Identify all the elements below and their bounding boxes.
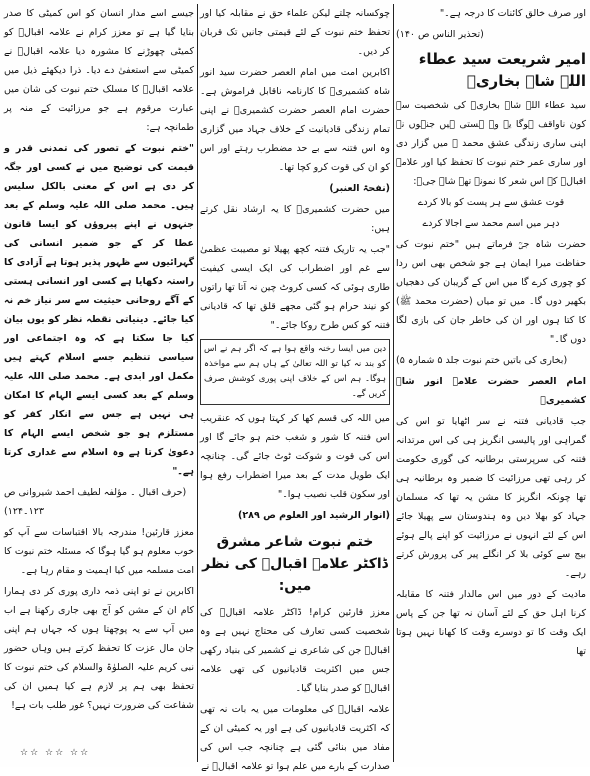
citation: (بخاری کی باتیں ختم نبوت جلد ۵ شمارہ ۵): [396, 355, 568, 366]
paragraph: مادیت کے دور میں اس مالدار فتنہ کا مقابلہ کرنا اہل حق کے لئے آسان نہ تھا جن کے پاس ایک وقت کا تو دوسرے وقت کا کھانا نہیں ہوتا تھا: [396, 589, 586, 657]
paragraph: سید عطاء اللہ شاہ بخاریؒ کی شخصیت سے کون ناواقف ہوگا یہ وہ ہستی ہیں جنہوں نے اپنی ساری زندگی عشق محمد ﷺ میں گزار دی اور ساری عمر ختم نبوت کا تحفظ کیا اور علامہ اقبالؒ کے اس شعر کا نمونہ تھے شاہ جیؒ:: [396, 100, 586, 187]
paragraph: جب قادیانی فتنہ نے سر اٹھایا تو اس کی گمراہی اور پالیسی انگریز ہی کی اس مرتدانہ فتنہ کی سرپرستی برطانیہ کی گوری حکومت کر رہی تھی مرزائیت کا ضمیر وہ برطانیہ ہی تھا چونکہ انگریز کا مشن یہ تھا کہ مسلمان جہاد کو بھلا دیں وہ ہندوستان سے پھیلا جائے اس کے لئے انہوں نے مرزائیت کو اپنے پالے ہوئے بیج سے کوئی بلا کر انگلے پیر کی پرورش کرتے رہے۔: [396, 416, 586, 579]
paragraph: جیسے اسے مدار انسان کو اس کمیٹی کا صدر بنایا گیا ہے تو معزز کرام نے علامہ اقبالؒ کو کمیٹی چھوڑنے کا مشورہ دیا علامہ اقبالؒ نے کمیٹی سے استعفیٰ دے دیا۔ ذرا دیکھئے ذیل میں علامہ اقبالؒ کا مسلک ختم نبوت کی شان میں عبارت مرقوم ہے جو مرزائیت کے منہ پر طمانچہ ہے:: [4, 8, 194, 133]
citation: (نفحۃ العنبر): [329, 183, 390, 194]
subheading: امام العصر حضرت علامہ انور شاہ کشمیریؒ: [396, 376, 586, 406]
verse-line: قوت عشق سے ہر پست کو بالا کردے: [417, 197, 565, 208]
quotation: "ختم نبوت کے تصور کی تمدنی قدر و قیمت کی توضیح میں نے کسی اور جگہ کر دی ہے اس کے معنی بالکل سلیس ہیں۔ محمد صلی اللہ علیہ وسلم کے بعد جنہوں نے اپنے پیروؤں کو ایسا قانون عطا کر کے جو ضمیر انسانی کی گہرائیوں سے ظہور پذیر ہوتا ہے آزادی کا راستہ دکھایا ہے کسی اور انسانی ہستی کے آگے روحانی حیثیت سے سر نیاز خم نہ کیا جائے۔ دینیاتی نقطہ نظر کو یوں بیان کیا جا سکتا ہے کہ وہ اجتماعی اور سیاسی تنظیم جسے اسلام کہتے ہیں مکمل اور ابدی ہے۔ محمد صلی اللہ علیہ وسلم کے بعد کسی ایسے الہام کا امکان ہی نہیں ہے جس سے انکار کفر کو مستلزم ہو جو شخص ایسے الہام کا دعویٰ کرتا ہے وہ اسلام سے غداری کرتا ہے۔": [4, 143, 194, 477]
paragraph: حضرت شاہ جیؒ فرماتے ہیں "ختم نبوت کی حفاظت میرا ایمان ہے جو شخص بھی اس ردا کو چوری کرے گا میں اس کے گریبان کی دھجیاں بکھیر دوں گا۔ میں تو میاں (حضرت محمد ﷺ) کا کتا ہوں اور ان کی خاطر جان کی بازی لگا دوں گا۔": [396, 239, 586, 345]
boxed-quotation: دین میں ایسا رخنہ واقع ہوا ہے کہ اگر ہم نے اس کو بند نہ کیا تو اللہ تعالیٰ کے ہاں ہم سے مواخذہ ہوگا۔ ہم اس کے خلاف اپنی پوری کوشش صرف کریں گے۔: [200, 339, 390, 405]
paragraph: معزز قارئین کرام! ڈاکٹر علامہ اقبالؒ کی شخصیت کسی تعارف کی محتاج نہیں ہے وہ اقبالؒ جن کی شاعری نے کشمیر کی بنیاد رکھی جس میں اکثریت قادیانیوں کی تھی علامہ اقبالؒ کو صدر بنایا گیا۔: [200, 607, 390, 694]
paragraph: چوکسانہ چلتے لیکن علماء حق نے مقابلہ کیا اور تحفظ ختم نبوت کے لئے قیمتی جانیں تک قربان کر دیں۔: [200, 8, 390, 57]
paragraph: میں حضرت کشمیریؒ کا یہ ارشاد نقل کرتے ہیں:: [200, 204, 390, 234]
paragraph: معزز قارئین! مندرجہ بالا اقتباسات سے آپ کو خوب معلوم ہو گیا ہوگا کہ مسئلہ ختم نبوت کا امت مسلمہ میں کیا اہمیت و مقام رہا ہے۔: [4, 527, 194, 576]
paragraph: اکابرین امت میں امام العصر حضرت سید انور شاہ کشمیریؒ کا کارنامہ ناقابل فراموش ہے۔ حضرت امام العصر حضرت کشمیریؒ نے اپنی تمام زندگی قادیانیت کے خلاف جہاد میں گزاری وہ اس فتنہ سے بے حد مضطرب رہتے اور اس کو ان کی قوت کرو کچا تھا۔: [200, 67, 390, 173]
paragraph: اکابرین نے تو اپنی ذمہ داری پوری کر دی ہمارا کام ان کے مشن کو آج بھی جاری رکھنا ہے اب میں آپ سے یہ پوچھتا ہوں کہ جہاں ہم اپنی جان مال عزت کا تحفظ کرتے ہیں وہاں حضور نبی کریم علیہ الصلوٰۃ والسلام کی ختم نبوت کا تحفظ بھی ہم پر لازم ہے کیا ہمیں ان کی شفاعت کی ضرورت نہیں؟ غور طلب بات ہے!: [4, 586, 194, 711]
quotation: "جب یہ تاریک فتنہ کچھ پھیلا تو مصیبت عظمیٰ سے غم اور اضطراب کی ایک ایسی کیفیت طاری ہوئی کہ کسی کروٹ چین نہ آتا تھا راتوں کو نیند حرام ہو گئی مجھے قلق تھا کہ قادیانی فتنہ کو کس طرح روکا جائے۔": [200, 244, 390, 331]
left-column: [4, 4, 194, 764]
citation: (حرف اقبال ۔ مؤلفہ لطیف احمد شیروانی ص ۱۲۳۔۱۲۴): [4, 487, 187, 517]
paragraph: علامہ اقبالؒ کی معلومات میں یہ بات نہ تھی کہ اکثریت قادیانیوں کی ہے اور یہ کمیٹی ان کے مفاد میں بنائی گئی ہے چنانچہ جب اس کی صدارت کے بارے میں علم ہوا تو علامہ اقبالؒ نے: [200, 704, 390, 772]
end-of-article-mark: ☆☆ ☆☆ ☆☆: [20, 748, 91, 758]
column-divider: [393, 4, 394, 762]
citation: (انوار الرشید اور العلوم ص ۲۸۹): [238, 510, 390, 521]
right-column: [396, 4, 586, 764]
section-heading: ختم نبوت شاعر مشرق ڈاکٹر علامہ اقبالؒ کی نظر میں:: [202, 534, 388, 594]
paragraph: میں اللہ کی قسم کھا کر کہتا ہوں کہ عنقریب اس فتنہ کا شور و شغب ختم ہو جائے گا اور اس کی قوت و شوکت ٹوٹ جائے گی۔ چنانچہ ایک طویل مدت کے بعد میرا اضطراب رفع ہوا اور سکون قلب نصیب ہوا۔": [200, 413, 390, 500]
verse-line: دہر میں اسم محمد سے اجالا کردے: [422, 218, 560, 229]
paragraph: اور صرف خالق کائنات کا درجہ ہے۔": [439, 8, 586, 19]
section-heading: امیر شریعت سید عطاء اللہ شاہ بخاریؒ: [418, 50, 586, 90]
column-divider: [197, 4, 198, 762]
citation: (تحذیر الناس ص ۱۴۰): [396, 29, 484, 40]
middle-column: [200, 4, 390, 772]
